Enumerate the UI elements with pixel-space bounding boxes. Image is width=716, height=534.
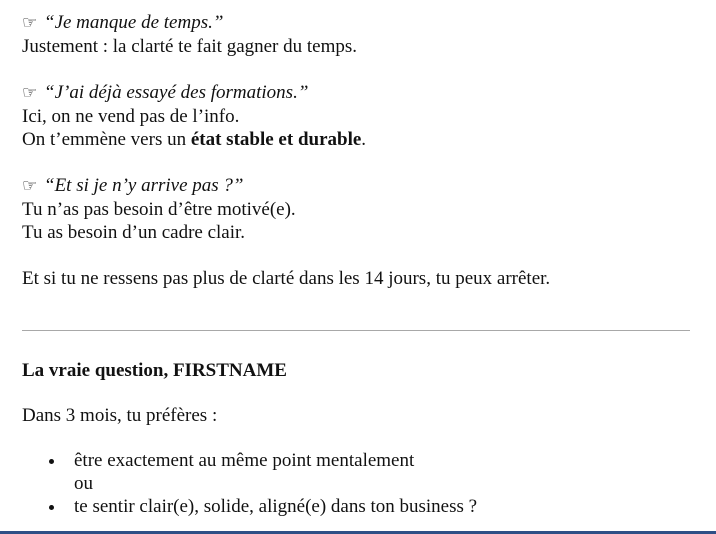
objection-quote: ☞ “Je manque de temps.” — [22, 12, 224, 33]
list-separator: ou — [74, 473, 93, 494]
objection-answer: Justement : la clarté te fait gagner du temps. — [22, 36, 358, 57]
pointing-hand-icon: ☞ — [22, 83, 38, 103]
objection-answer: Tu as besoin d’un cadre clair. — [22, 222, 246, 243]
question-heading: La vraie question, FIRSTNAME — [22, 360, 287, 381]
objection-answer: Ici, on ne vend pas de l’info. — [22, 106, 240, 127]
options-list — [22, 449, 702, 518]
list-item: être exactement au même point mentalement — [22, 449, 702, 472]
objection-failure — [22, 174, 702, 244]
objection-quote: ☞ “Et si je n’y arrive pas ?” — [22, 175, 244, 196]
horizontal-divider — [22, 330, 690, 331]
objection-time — [22, 11, 702, 58]
pointing-hand-icon: ☞ — [22, 176, 38, 196]
objection-answer-emphasis: On t’emmène vers un état stable et durable. — [22, 129, 367, 150]
objections-section — [22, 11, 702, 290]
list-item: te sentir clair(e), solide, aligné(e) dans ton business ? — [22, 495, 702, 518]
objection-training — [22, 81, 702, 151]
objection-answer: Tu n’as pas besoin d’être motivé(e). — [22, 199, 296, 220]
pointing-hand-icon: ☞ — [22, 13, 38, 33]
objection-quote: ☞ “J’ai déjà essayé des formations.” — [22, 82, 309, 103]
question-section — [22, 359, 702, 518]
bold-phrase: état stable et durable — [190, 129, 362, 150]
question-intro: Dans 3 mois, tu préfères : — [22, 405, 218, 426]
guarantee-text: Et si tu ne ressens pas plus de clarté dans les 14 jours, tu peux arrêter. — [22, 268, 551, 289]
